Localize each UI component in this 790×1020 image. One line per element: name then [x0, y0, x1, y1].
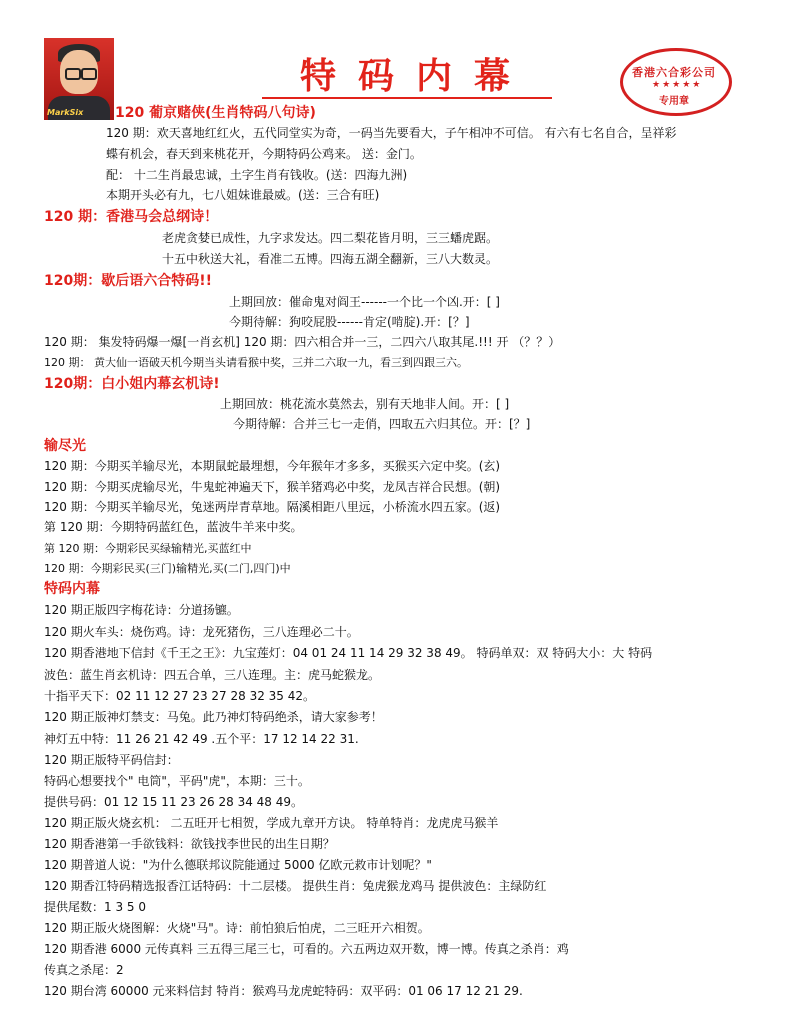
text-line: 提供号码：01 12 15 11 23 26 28 34 48 49。	[44, 795, 304, 809]
text-line: 120 期正版四字梅花诗：分道扬镳。	[44, 603, 239, 617]
section-heading: 120 期：香港马会总纲诗！	[44, 209, 219, 225]
text-line: 十指平天下：02 11 12 27 23 27 28 32 35 42。	[44, 689, 316, 703]
section-heading: 特码内幕	[44, 581, 100, 597]
seal-text-bottom: 专用章	[659, 96, 689, 107]
seal-text-top: 香港六合彩公司	[632, 66, 716, 79]
page-title: 特码内幕	[300, 55, 533, 97]
text-line: 本期开头必有九，七八姐妹谁最威。(送：三合有旺)	[106, 188, 380, 202]
text-line: 第 120 期：今期特码蓝红色，蓝波牛羊来中奖。	[44, 520, 303, 534]
text-line: 配： 十二生肖最忠诚，土字生肖有钱收。(送：四海九洲)	[106, 168, 408, 182]
text-line: 120 期普道人说："为什么德联邦议院能通过 5000 亿欧元救市计划呢？"	[44, 858, 432, 872]
text-line: 提供尾数：1 3 5 0	[44, 900, 146, 914]
photo-caption: MarkSix	[47, 108, 84, 117]
section-heading: 120期：歇后语六合特码!!	[44, 273, 212, 289]
photo-glasses-left	[65, 68, 81, 80]
text-line: 特码心想要找个" 电筒"，平码"虎"，本期：三十。	[44, 774, 310, 788]
text-line: 120 期：今期彩民买(三门)输精光,买(二门,四门)中	[44, 562, 291, 575]
text-line: 第 120 期：今期彩民买绿输精光,买蓝红中	[44, 542, 252, 555]
text-line: 上期回放：桃花流水莫然去，别有天地非人间。开：[ ]	[220, 397, 510, 411]
text-line: 上期回放：催命鬼对阎王------一个比一个凶.开：[ ]	[229, 295, 500, 309]
author-photo	[44, 38, 114, 120]
section-heading: 输尽光	[44, 438, 86, 454]
seal-stars: ★★★★★	[652, 80, 703, 90]
text-line: 120 期： 集发特码爆一爆[一肖玄机] 120 期：四六相合并一三，二四六八取其尾.!!! 开 （？？）	[44, 335, 561, 349]
section-heading: 120 葡京赌侠(生肖特码八句诗)	[115, 105, 316, 121]
section-heading: 120期：白小姐内幕玄机诗!	[44, 376, 220, 392]
text-line: 十五中秋送大礼，看准二五博。四海五湖全翻新，三八大数灵。	[162, 252, 499, 266]
text-line: 今期待解：狗咬屁股------肯定(啃腚).开：[？]	[229, 315, 470, 329]
text-line: 神灯五中特：11 26 21 42 49 .五个平：17 12 14 22 31.	[44, 732, 359, 746]
text-line: 120 期香江特码精选报香江话特码：十二层楼。 提供生肖：兔虎猴龙鸡马 提供波色：主绿防红	[44, 879, 547, 893]
text-line: 120 期正版特平码信封：	[44, 753, 179, 767]
title-underline	[262, 97, 552, 99]
text-line: 120 期： 黄大仙一语破天机今期当头请看猴中奖，三并二六取一九，看三到四跟三六。	[44, 356, 468, 369]
text-line: 120 期正版神灯禁支：马兔。此乃神灯特码绝杀，请大家参考！	[44, 710, 383, 724]
text-line: 120 期：今期买羊输尽光，本期鼠蛇最埋想，今年猴年才多多，买猴买六定中奖。(玄)	[44, 459, 501, 473]
text-line: 今期待解：合并三七一走俏，四取五六归其位。开：[？]	[233, 417, 531, 431]
text-line: 波色：蓝生肖玄机诗：四五合单，三八连理。主：虎马蛇猴龙。	[44, 668, 381, 682]
text-line: 120 期正版火烧玄机： 二五旺开七相贺，学成九章开方诀。 特单特肖：龙虎虎马猴羊	[44, 816, 499, 830]
text-line: 传真之杀尾：2	[44, 963, 124, 977]
text-line: 120 期正版火烧图解：火烧"马"。诗：前怕狼后怕虎，二三旺开六相贺。	[44, 921, 430, 935]
photo-glasses-right	[81, 68, 97, 80]
text-line: 120 期台湾 60000 元来料信封 特肖：猴鸡马龙虎蛇特码：双平码：01 06 17 12 21 29.	[44, 984, 523, 998]
text-line: 蝶有机会，春天到来桃花开，今期特码公鸡来。 送：金门。	[106, 147, 422, 161]
text-line: 120 期香港地下信封《千王之王》：九宝莲灯：04 01 24 11 14 29 32 38 49。 特码单双：双 特码大小：大 特码	[44, 646, 653, 660]
text-line: 120 期：今期买羊输尽光，兔迷两岸青草地。隔溪相距八里远，小桥流水四五家。(返)	[44, 500, 501, 514]
text-line: 120 期香港第一手欲钱料：欲钱找李世民的出生日期？	[44, 837, 335, 851]
text-line: 老虎贪婪已成性，九字求发达。四二梨花皆月明，三三蟠虎踞。	[162, 231, 499, 245]
text-line: 120 期香港 6000 元传真料 三五得三尾三七，可看的。六五两边双开数，博一博。传真之杀肖：鸡	[44, 942, 569, 956]
text-line: 120 期：欢天喜地红红火，五代同堂实为奇，一码当先要看大，子午相冲不可信。 有六有七名自合，呈祥彩	[106, 126, 677, 140]
text-line: 120 期火车头：烧伤鸡。诗：龙死猪伤，三八连理必二十。	[44, 625, 359, 639]
text-line: 120 期：今期买虎输尽光，牛鬼蛇神遍天下，猴羊猪鸡必中奖，龙凤吉祥合民想。(朝)	[44, 480, 501, 494]
